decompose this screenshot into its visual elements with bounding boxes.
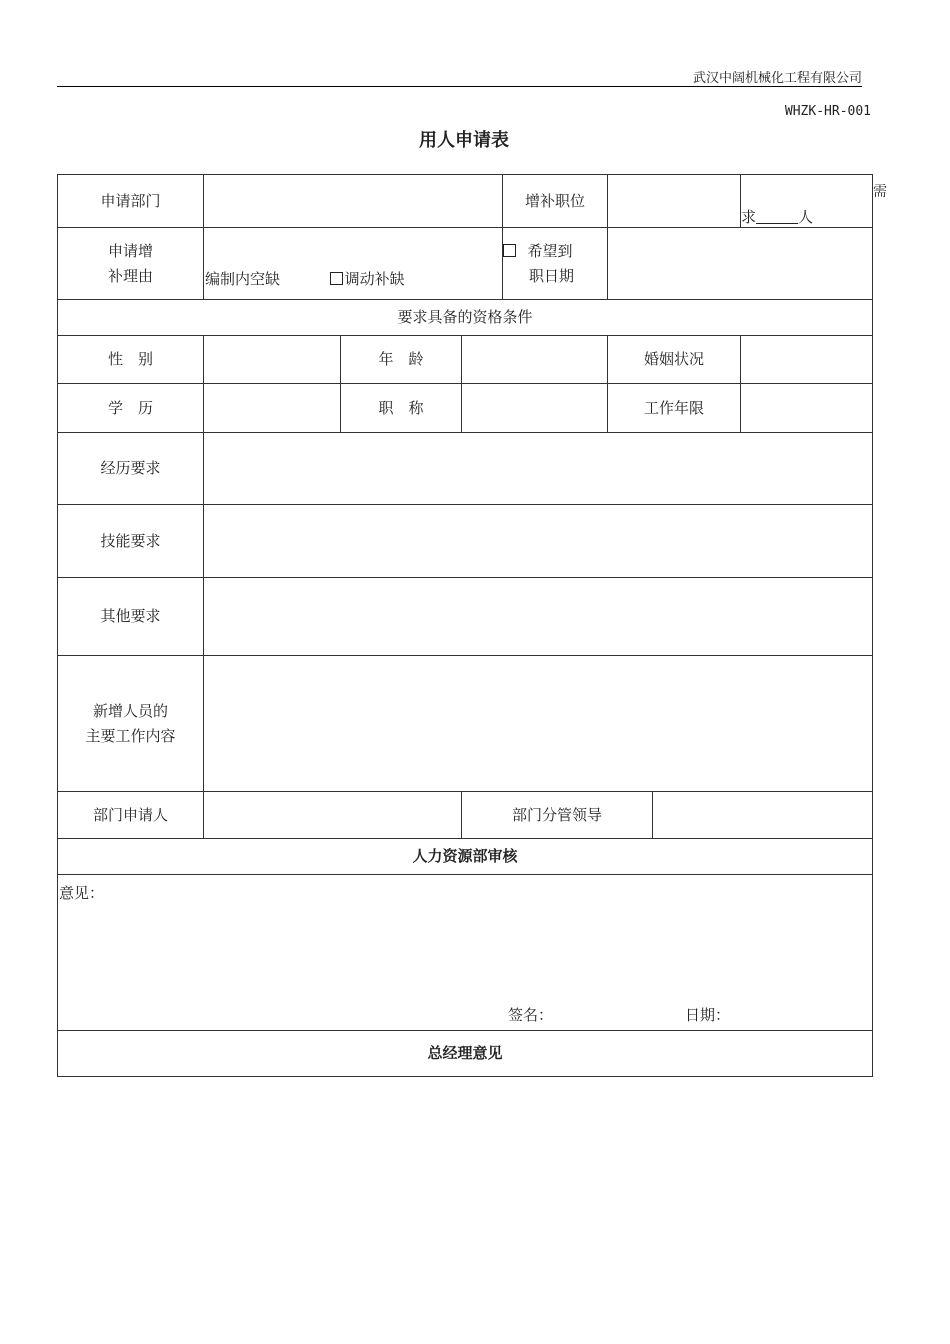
skill-label: 技能要求 — [58, 505, 204, 578]
gender-field[interactable] — [204, 336, 341, 384]
marital-label: 婚姻状况 — [608, 336, 741, 384]
reason-label-line1: 申请增 — [107, 241, 153, 260]
need-suffix: 人 — [798, 208, 814, 226]
reason-label — [58, 228, 204, 300]
need-prefix: 求 — [741, 208, 757, 226]
marital-field[interactable] — [741, 336, 873, 384]
hr-opinion-label: 意见： — [59, 884, 105, 902]
reason-label-line2: 补理由 — [107, 266, 153, 285]
need-count-underline[interactable] — [756, 211, 798, 224]
gm-opinion-title: 总经理意见 — [58, 1031, 873, 1077]
document-code: WHZK-HR-001 — [784, 104, 871, 119]
position-field[interactable] — [608, 175, 741, 228]
option-transfer: 调动补缺 — [344, 270, 405, 288]
form-row-gender — [58, 336, 873, 384]
form-row-education — [58, 384, 873, 433]
duties-label-line1: 新增人员的 — [92, 701, 168, 720]
form-row-department — [58, 175, 873, 228]
arrival-label-line2: 职日期 — [529, 266, 575, 285]
application-form-table — [57, 174, 873, 1077]
age-label: 年 龄 — [341, 336, 462, 384]
leader-label: 部门分管领导 — [462, 792, 653, 839]
dept-label: 申请部门 — [58, 175, 204, 228]
age-field[interactable] — [462, 336, 608, 384]
education-field[interactable] — [204, 384, 341, 433]
hr-opinion-cell[interactable] — [58, 875, 873, 1031]
form-title: 用人申请表 — [419, 130, 509, 151]
experience-label: 经历要求 — [58, 433, 204, 505]
form-row-skills — [58, 505, 873, 578]
position-label: 增补职位 — [503, 175, 608, 228]
hr-sign-label: 签名： — [508, 1006, 554, 1024]
duties-field[interactable] — [204, 656, 873, 792]
dept-field[interactable] — [204, 175, 503, 228]
reason-options — [204, 228, 503, 300]
work-years-label: 工作年限 — [608, 384, 741, 433]
checkbox-transfer[interactable] — [330, 272, 343, 285]
need-count-side-char: 需 — [873, 184, 887, 200]
applicant-field[interactable] — [204, 792, 462, 839]
skill-field[interactable] — [204, 505, 873, 578]
duties-label-line2: 主要工作内容 — [85, 726, 176, 745]
other-field[interactable] — [204, 578, 873, 656]
education-label: 学 历 — [58, 384, 204, 433]
work-years-field[interactable] — [741, 384, 873, 433]
hr-review-title: 人力资源部审核 — [58, 839, 873, 875]
qualifications-section-title: 要求具备的资格条件 — [58, 300, 873, 336]
hr-date-label: 日期： — [685, 1006, 731, 1024]
arrival-date-field[interactable] — [608, 228, 873, 300]
arrival-label-line1: 希望到 — [527, 241, 573, 260]
duties-label — [58, 656, 204, 792]
checkbox-arrival[interactable] — [503, 244, 516, 257]
other-label: 其他要求 — [58, 578, 204, 656]
gender-label: 性 别 — [58, 336, 204, 384]
arrival-label — [503, 228, 608, 300]
form-row-reason — [58, 228, 873, 300]
form-row-other — [58, 578, 873, 656]
company-name: 武汉中阔机械化工程有限公司 — [692, 71, 862, 86]
title-field[interactable] — [462, 384, 608, 433]
option-vacancy: 编制内空缺 — [205, 270, 281, 288]
experience-field[interactable] — [204, 433, 873, 505]
form-row-duties — [58, 656, 873, 792]
applicant-label: 部门申请人 — [58, 792, 204, 839]
form-row-signatures — [58, 792, 873, 839]
form-row-experience — [58, 433, 873, 505]
title-label: 职 称 — [341, 384, 462, 433]
header-divider — [57, 86, 862, 87]
need-count-cell[interactable] — [741, 175, 873, 228]
leader-field[interactable] — [653, 792, 873, 839]
